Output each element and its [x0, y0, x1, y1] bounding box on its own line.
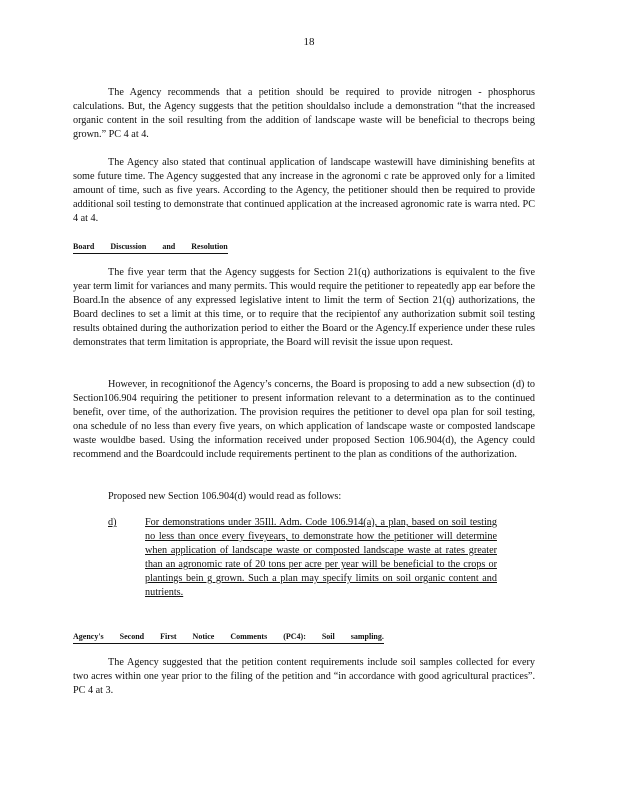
paragraph-soil-samples: The Agency suggested that the petition content requirements include soil samples collected for every two acres within one year prior to the filing of the petition and “in accordance with good agricultural practices”. PC 4 at 3.: [73, 657, 535, 696]
proposed-rule-text: For demonstrations under 35Ill. Adm. Code 106.914(a), a plan, based on soil testing no less than once every fiveyears, to demonstrate how the petitioner will determine when application of landscape waste or composted landscape waste at rates greater than an agronomic rate of 20 tons per acre per year will be beneficial to the crops or plantings bein g grown. Such a plan may specify limits on soil organic content and nutrients.: [145, 517, 497, 598]
paragraph-continual-application: The Agency also stated that continual application of landscape wastewill have diminishing benefits at some future time. The Agency suggested that any increase in the agronomi c rate be approved only for a limited amount of time, such as five years. According to the Agency, the petitioner should then be required to provide additional soil testing to demonstrate that continued application at the increased agronomic rate is warra nted. PC 4 at 4.: [73, 157, 535, 224]
paragraph-agency-concerns: However, in recognitionof the Agency’s concerns, the Board is proposing to add a new subsection (d) to Section106.904 requiring the petitioner to present information relevant to a determination as to the continued benefit, over time, of the authorization. The provision requires the petitioner to devel opa plan for soil testing, ona schedule of no less than every five years, on which application of landscape waste or composted landscape waste wouldbe based. Using the information received under proposed Section 106.904(d), the Agency could recommend and the Boardcould include requirements pertinent to the plan as conditions of the authorization.: [73, 379, 535, 460]
paragraph-five-year-term: The five year term that the Agency suggests for Section 21(q) authorizations is equivalent to the five year term limit for variances and many permits. This would require the petitioner to repeatedly app ear before the Board.In the absence of any expressed legislative intent to limit the term of Section 21(q) authorizations, the Board declines to set a limit at this time, or to require that the recipientof any authorization submit soil testing results obtained during the authorization period to either the Board or the Agency.If experience under these rules demonstrates that term limitation is appropriate, the Board will revisit the issue upon request.: [73, 267, 535, 348]
proposed-section-intro: Proposed new Section 106.904(d) would read as follows:: [108, 491, 342, 502]
heading-agency-second-comments: Agency's Second First Notice Comments (PC4): Soil sampling.: [73, 632, 384, 644]
heading-board-discussion: Board Discussion and Resolution: [73, 242, 228, 254]
page-number: 18: [303, 36, 315, 48]
proposed-rule-label: d): [108, 517, 117, 528]
paragraph-nitrogen-phosphorus: The Agency recommends that a petition should be required to provide nitrogen - phosphorus calculations. But, the Agency suggests that the petition shouldalso include a demonstration “that the increased organic content in the soil resulting from the addition of landscape waste will be beneficial to thecrops being grown.” PC 4 at 4.: [73, 87, 535, 140]
